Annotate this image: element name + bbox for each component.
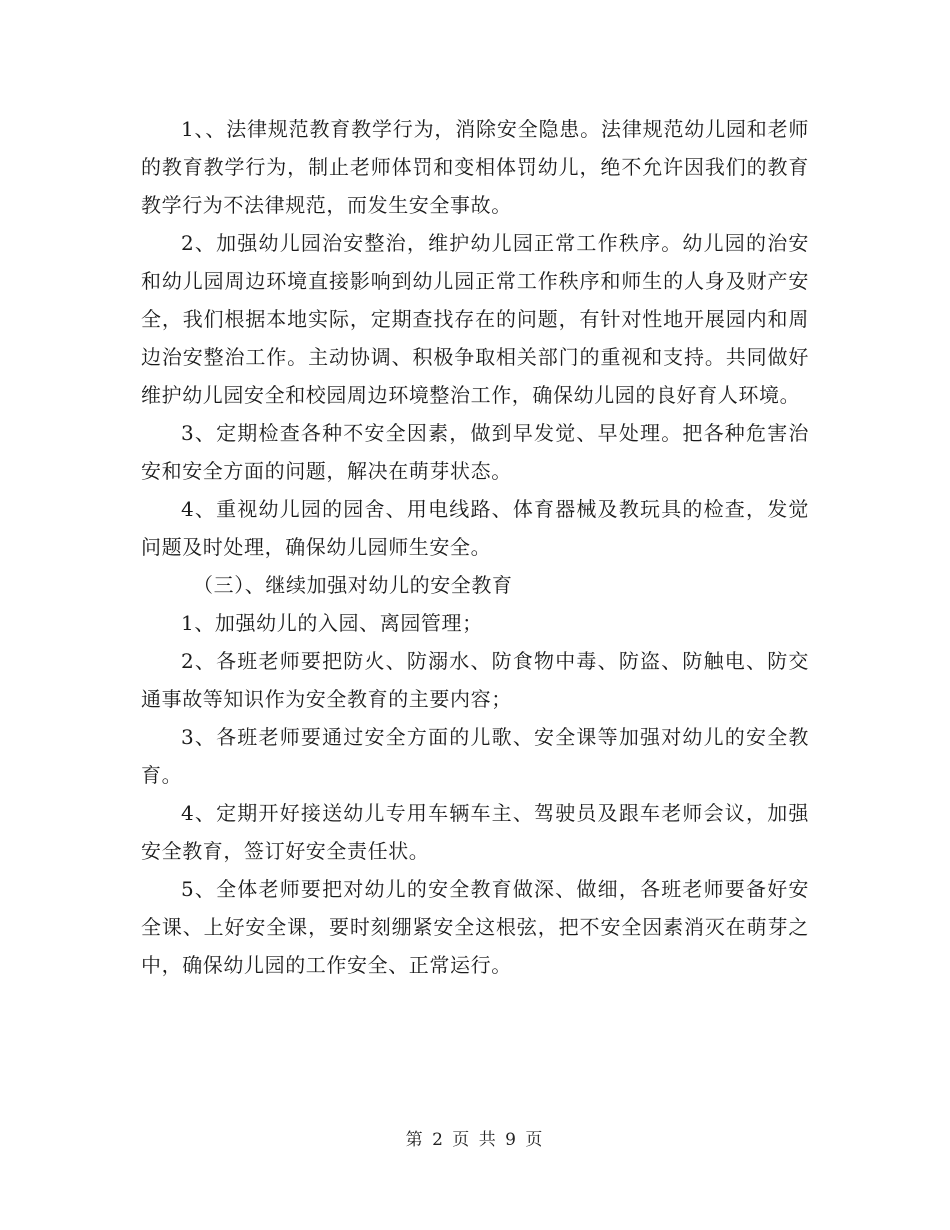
paragraph-item-3: 3、定期检查各种不安全因素，做到早发觉、早处理。把各种危害治安和安全方面的问题，解决在萌芽状态。	[141, 421, 809, 483]
document-body	[141, 110, 809, 984]
paragraph-item-5: 1、加强幼儿的入园、离园管理；	[181, 611, 483, 635]
paragraph-item-7: 3、各班老师要通过安全方面的儿歌、安全课等加强对幼儿的安全教育。	[141, 725, 809, 787]
paragraph-item-9: 5、全体老师要把对幼儿的安全教育做深、做细，各班老师要备好安全课、上好安全课，要时刻绷紧安全这根弦，把不安全因素消灭在萌芽之中，确保幼儿园的工作安全、正常运行。	[141, 877, 809, 977]
page-number-footer: 第 2 页 共 9 页	[405, 1130, 545, 1150]
paragraph-item-4: 4、重视幼儿园的园舍、用电线路、体育器械及教玩具的检查，发觉问题及时处理，确保幼儿园师生安全。	[141, 497, 809, 559]
paragraph-item-2: 2、加强幼儿园治安整治，维护幼儿园正常工作秩序。幼儿园的治安和幼儿园周边环境直接影响到幼儿园正常工作秩序和师生的人身及财产安全，我们根据本地实际，定期查找存在的问题，有针对性地开展园内和周边治安整治工作。主动协调、积极争取相关部门的重视和支持。共同做好维护幼儿园安全和校园周边环境整治工作，确保幼儿园的良好育人环境。	[141, 231, 809, 407]
section-heading: （三）、继续加强对幼儿的安全教育	[193, 573, 513, 597]
paragraph-item-1: 1、、法律规范教育教学行为，消除安全隐患。法律规范幼儿园和老师的教育教学行为，制止老师体罚和变相体罚幼儿，绝不允许因我们的教育教学行为不法律规范，而发生安全事故。	[141, 117, 809, 217]
paragraph-item-6: 2、各班老师要把防火、防溺水、防食物中毒、防盗、防触电、防交通事故等知识作为安全教育的主要内容；	[141, 649, 809, 711]
paragraph-item-8: 4、定期开好接送幼儿专用车辆车主、驾驶员及跟车老师会议，加强安全教育，签订好安全责任状。	[141, 801, 809, 863]
